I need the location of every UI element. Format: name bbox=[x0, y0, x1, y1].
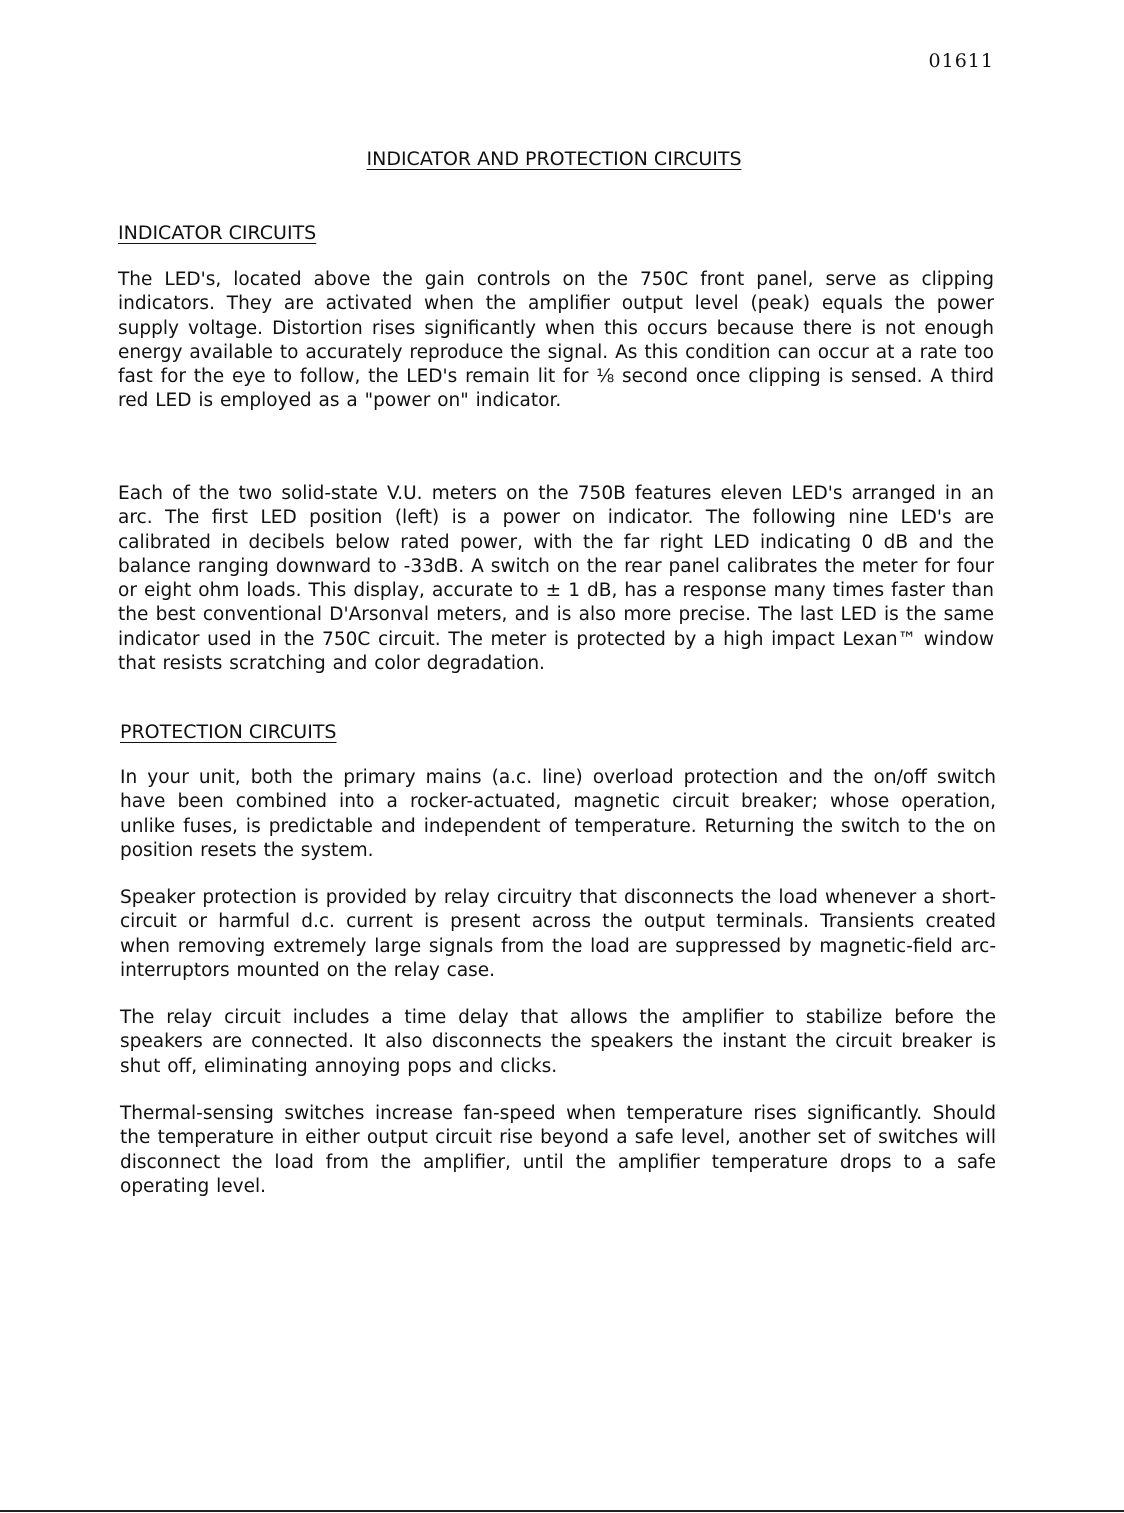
indicator-paragraph-2: Each of the two solid-state V.U. meters on the 750B features eleven LED's arranged in an arc. The first LED position (left) is a power on indicator. The following nine LED's are calibrated in decibels below rated power, with the far right LED indicating 0 dB and the balance ranging downward to -33dB. A switch on the rear panel calibrates the meter for four or eight ohm loads. This display, accurate to ± 1 dB, has a response many times faster than the best conventional D'Arsonval meters, and is also more precise. The last LED is the same indicator used in the 750C circuit. The meter is protected by a high impact Lexan™ window that resists scratching and color degradation. bbox=[118, 483, 994, 675]
page-title: INDICATOR AND PROTECTION CIRCUITS bbox=[366, 148, 742, 170]
protection-circuits-heading: PROTECTION CIRCUITS bbox=[120, 721, 337, 743]
protection-paragraph-4: Thermal-sensing switches increase fan-speed when temperature rises significantly. Should the temperature in either output circuit rise beyond a safe level, another set of switches will disconnect the load from the amplifier, until the amplifier temperature drops to a safe operating level. bbox=[120, 1103, 996, 1197]
protection-paragraph-3: The relay circuit includes a time delay that allows the amplifier to stabilize before the speakers are connected. It also disconnects the speakers the instant the circuit breaker is shut off, eliminating annoying pops and clicks. bbox=[120, 1007, 996, 1077]
indicator-circuits-heading: INDICATOR CIRCUITS bbox=[118, 222, 317, 244]
protection-paragraph-2: Speaker protection is provided by relay circuitry that disconnects the load whenever a short-circuit or harmful d.c. current is present across the output terminals. Transients created when removing extremely large signals from the load are suppressed by magnetic-field arc-interruptors mounted on the relay case. bbox=[120, 887, 996, 981]
document-number: 01611 bbox=[928, 50, 994, 72]
indicator-paragraph-1: The LED's, located above the gain controls on the 750C front panel, serve as clipping indicators. They are activated when the amplifier output level (peak) equals the power supply voltage. Distortion rises significantly when this occurs because there is not enough energy available to accurately reproduce the signal. As this condition can occur at a rate too fast for the eye to follow, the LED's remain lit for ⅛ second once clipping is sensed. A third red LED is employed as a "power on" indicator. bbox=[118, 269, 994, 412]
page-bottom-edge bbox=[0, 1510, 1124, 1512]
protection-paragraph-1: In your unit, both the primary mains (a.c. line) overload protection and the on/off switch have been combined into a rocker-actuated, magnetic circuit breaker; whose operation, unlike fuses, is predictable and independent of temperature. Returning the switch to the on position resets the system. bbox=[120, 767, 996, 861]
